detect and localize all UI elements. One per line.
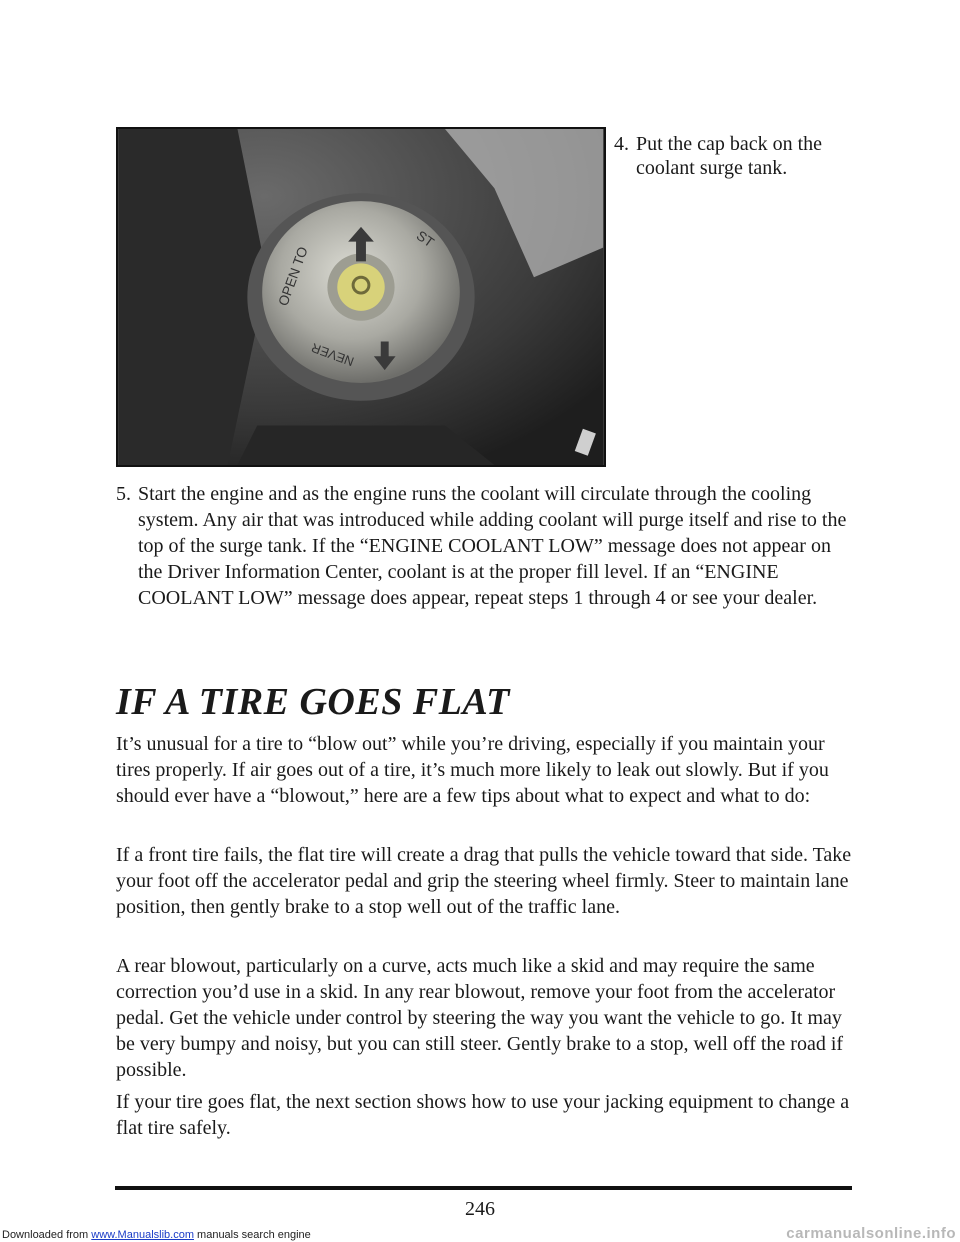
cap-text-right: ST	[413, 227, 438, 251]
footer-prefix: Downloaded from	[2, 1229, 92, 1241]
step-4	[614, 132, 854, 180]
paragraph-blowout-intro: It’s unusual for a tire to “blow out” while you’re driving, especially if you maintain your tires properly. If air goes out of a tire, it’s much more likely to leak out slowly. But if you should ever have a “blowout,” here are a few tips about what to expect and what to do:	[116, 733, 829, 807]
page-number: 246	[465, 1198, 495, 1220]
download-footer	[0, 1228, 313, 1242]
footer-suffix: manuals search engine	[193, 1229, 311, 1241]
cap-text-bottom: NEVER	[309, 340, 356, 370]
paragraph-front-tire: If a front tire fails, the flat tire will create a drag that pulls the vehicle toward that side. Take your foot off the accelerator pedal and grip the steering wheel firmly. Steer to maintain lane position, then gently brake to a stop well out of the traffic lane.	[116, 844, 852, 918]
paragraph-rear-blowout: A rear blowout, particularly on a curve, acts much like a skid and may require the same correction you’d use in a skid. In any rear blowout, remove your foot from the accelerator pedal. Get the vehicle under control by steering the way you want the vehicle to go. It may be very bumpy and noisy, but you can still steer. Gently brake to a stop, well off the road if possible.	[116, 955, 844, 1081]
step-text: Start the engine and as the engine runs the coolant will circulate through the cooling system. Any air that was introduced while adding coolant will purge itself and rise to the top of the surge tank. If the “ENGINE COOLANT LOW” message does not appear on the Driver Information Center, coolant is at the proper fill level. If an “ENGINE COOLANT LOW” message does appear, repeat steps 1 through 4 or see your dealer.	[138, 483, 847, 609]
step-number: 5.	[116, 483, 131, 505]
coolant-cap-photo	[116, 127, 606, 467]
step-text: Put the cap back on the coolant surge tank.	[636, 133, 823, 179]
footer-rule	[115, 1186, 852, 1190]
step-5	[116, 481, 856, 611]
watermark: carmanualsonline.info	[786, 1225, 956, 1242]
paragraph-next-section: If your tire goes flat, the next section shows how to use your jacking equipment to change a flat tire safely.	[116, 1091, 850, 1139]
cap-text-left: OPEN TO	[274, 244, 311, 308]
manualslib-link[interactable]: www.Manualslib.com	[91, 1229, 194, 1241]
step-number: 4.	[614, 133, 629, 155]
section-heading: IF A TIRE GOES FLAT	[116, 681, 510, 723]
